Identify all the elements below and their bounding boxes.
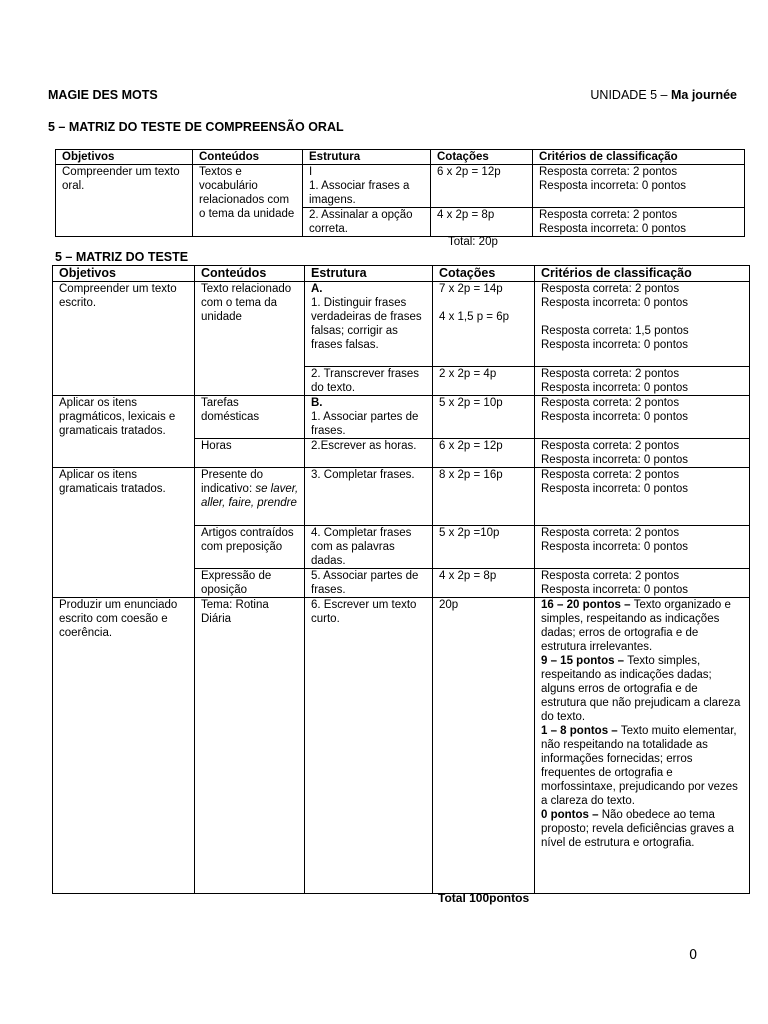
- structure-cell: 2. Transcrever frases do texto.: [305, 367, 433, 396]
- objective-cell: Aplicar os itens gramaticais tratados.: [53, 468, 195, 598]
- criteria-line: Resposta incorreta: 0 pontos: [541, 584, 689, 596]
- structure-cell: [305, 282, 433, 367]
- criteria-line: Resposta incorreta: 0 pontos: [541, 454, 689, 466]
- criteria-line: Resposta correta: 2 pontos: [539, 209, 678, 221]
- table-row: [53, 282, 750, 367]
- structure-cell: 3. Completar frases.: [305, 468, 433, 526]
- criteria-cell: [535, 468, 750, 526]
- column-header: Conteúdos: [193, 150, 303, 165]
- header-unit: [590, 88, 737, 102]
- column-header: Objetivos: [53, 266, 195, 282]
- criteria-cell: [535, 569, 750, 598]
- criteria-line: Resposta incorreta: 0 pontos: [541, 382, 689, 394]
- content-cell: Textos e vocabulário relacionados com o tema da unidade: [193, 165, 303, 237]
- score-cell: 20p: [433, 598, 535, 894]
- content-cell: Tarefas domésticas: [195, 396, 305, 439]
- structure-heading: I: [309, 166, 313, 178]
- score-cell: 8 x 2p = 16p: [433, 468, 535, 526]
- structure-heading: A.: [311, 283, 323, 295]
- criteria-cell: [535, 598, 750, 894]
- content-cell: Texto relacionado com o tema da unidade: [195, 282, 305, 396]
- criteria-cell: [535, 439, 750, 468]
- column-header: Cotações: [433, 266, 535, 282]
- criteria-line: Resposta correta: 2 pontos: [539, 166, 678, 178]
- column-header: Estrutura: [303, 150, 431, 165]
- criteria-line: Resposta incorreta: 0 pontos: [539, 180, 687, 192]
- oral-test-total: Total: 20p: [448, 236, 498, 248]
- content-cell: Horas: [195, 439, 305, 468]
- criteria-level: [541, 808, 745, 850]
- criteria-line: Resposta incorreta: 0 pontos: [541, 297, 689, 309]
- level-range: 16 – 20 pontos –: [541, 599, 634, 611]
- criteria-line: Resposta incorreta: 0 pontos: [541, 483, 689, 495]
- structure-text: 1. Distinguir frases verdadeiras de frases falsas; corrigir as frases falsas.: [311, 297, 422, 351]
- page-number: 0: [689, 948, 698, 963]
- criteria-cell: [535, 396, 750, 439]
- criteria-line: Resposta correta: 2 pontos: [541, 469, 680, 481]
- score-line: 4 x 1,5 p = 6p: [439, 311, 510, 323]
- section1-title: 5 – MATRIZ DO TESTE DE COMPREENSÃO ORAL: [48, 120, 344, 134]
- criteria-line: Resposta incorreta: 0 pontos: [541, 339, 689, 351]
- content-cell: Artigos contraídos com preposição: [195, 526, 305, 569]
- structure-cell: [305, 396, 433, 439]
- score-line: 7 x 2p = 14p: [439, 283, 503, 295]
- structure-text: 1. Associar frases a imagens.: [309, 180, 410, 206]
- level-text: Texto simples, respeitando as indicações dadas; alguns erros de ortografia e de estrutura que não prejudicam a clareza do texto.: [541, 655, 741, 723]
- criteria-line: Resposta incorreta: 0 pontos: [539, 223, 687, 235]
- criteria-cell: [535, 367, 750, 396]
- structure-cell: 2. Assinalar a opção correta.: [303, 208, 431, 237]
- objective-cell: Aplicar os itens pragmáticos, lexicais e gramaticais tratados.: [53, 396, 195, 468]
- score-cell: 5 x 2p = 10p: [433, 396, 535, 439]
- column-header: Conteúdos: [195, 266, 305, 282]
- table-row: [53, 468, 750, 526]
- level-text: Texto organizado e simples, respeitando as indicações dadas; erros de ortografia e de estrutura irrelevantes.: [541, 599, 731, 653]
- score-cell: [433, 282, 535, 367]
- criteria-line: Resposta correta: 1,5 pontos: [541, 325, 689, 337]
- score-cell: 6 x 2p = 12p: [433, 439, 535, 468]
- column-header: Critérios de classificação: [533, 150, 745, 165]
- content-cell: [195, 468, 305, 526]
- level-text: Texto muito elementar, não respeitando na totalidade as informações fornecidas; erros frequentes de ortografia e morfossintaxe, prejudicando por vezes a clareza do texto.: [541, 725, 738, 807]
- objective-cell: Produzir um enunciado escrito com coesão e coerência.: [53, 598, 195, 894]
- objective-cell: Compreender um texto escrito.: [53, 282, 195, 396]
- criteria-line: Resposta correta: 2 pontos: [541, 368, 680, 380]
- structure-cell: 2.Escrever as horas.: [305, 439, 433, 468]
- structure-cell: 5. Associar partes de frases.: [305, 569, 433, 598]
- table-row: [53, 396, 750, 439]
- content-cell: Expressão de oposição: [195, 569, 305, 598]
- header-unit-title: Ma journée: [671, 88, 737, 102]
- column-header: Critérios de classificação: [535, 266, 750, 282]
- criteria-cell: [533, 208, 745, 237]
- score-cell: 5 x 2p =10p: [433, 526, 535, 569]
- criteria-cell: [533, 165, 745, 208]
- criteria-cell: [535, 526, 750, 569]
- column-header: Estrutura: [305, 266, 433, 282]
- column-header: Cotações: [431, 150, 533, 165]
- table-header-row: [56, 150, 745, 165]
- score-cell: 4 x 2p = 8p: [431, 208, 533, 237]
- level-range: 1 – 8 pontos –: [541, 725, 621, 737]
- criteria-line: Resposta correta: 2 pontos: [541, 527, 680, 539]
- criteria-cell: [535, 282, 750, 367]
- criteria-line: Resposta incorreta: 0 pontos: [541, 411, 689, 423]
- level-range: 0 pontos –: [541, 809, 602, 821]
- table-header-row: [53, 266, 750, 282]
- criteria-level: [541, 598, 745, 654]
- section2-title: 5 – MATRIZ DO TESTE: [55, 250, 189, 264]
- written-test-total: Total 100pontos: [438, 891, 530, 905]
- score-cell: 4 x 2p = 8p: [433, 569, 535, 598]
- content-text: Presente do indicativo:: [201, 469, 264, 495]
- criteria-level: [541, 724, 745, 808]
- header-title: MAGIE DES MOTS: [48, 88, 158, 102]
- criteria-line: Resposta incorreta: 0 pontos: [541, 541, 689, 553]
- oral-test-matrix-table: [55, 149, 745, 237]
- criteria-line: Resposta correta: 2 pontos: [541, 440, 680, 452]
- column-header: Objetivos: [56, 150, 193, 165]
- table-row: [53, 598, 750, 894]
- criteria-line: Resposta correta: 2 pontos: [541, 570, 680, 582]
- level-text: Não obedece ao tema proposto; revela deficiências graves a nível de estrutura e ortografia.: [541, 809, 735, 849]
- criteria-line: Resposta correta: 2 pontos: [541, 283, 680, 295]
- header-unit-prefix: UNIDADE 5 –: [590, 88, 671, 102]
- criteria-level: [541, 654, 745, 724]
- criteria-line: Resposta correta: 2 pontos: [541, 397, 680, 409]
- written-test-matrix-table: [52, 265, 750, 894]
- content-verbs: se laver, aller, faire, prendre: [201, 483, 299, 509]
- score-cell: 2 x 2p = 4p: [433, 367, 535, 396]
- score-cell: 6 x 2p = 12p: [431, 165, 533, 208]
- structure-cell: 6. Escrever um texto curto.: [305, 598, 433, 894]
- structure-heading: B.: [311, 397, 323, 409]
- table-row: [56, 165, 745, 208]
- structure-text: 1. Associar partes de frases.: [311, 411, 419, 437]
- objective-cell: Compreender um texto oral.: [56, 165, 193, 237]
- level-range: 9 – 15 pontos –: [541, 655, 628, 667]
- content-cell: Tema: Rotina Diária: [195, 598, 305, 894]
- structure-cell: 4. Completar frases com as palavras dadas.: [305, 526, 433, 569]
- structure-cell: [303, 165, 431, 208]
